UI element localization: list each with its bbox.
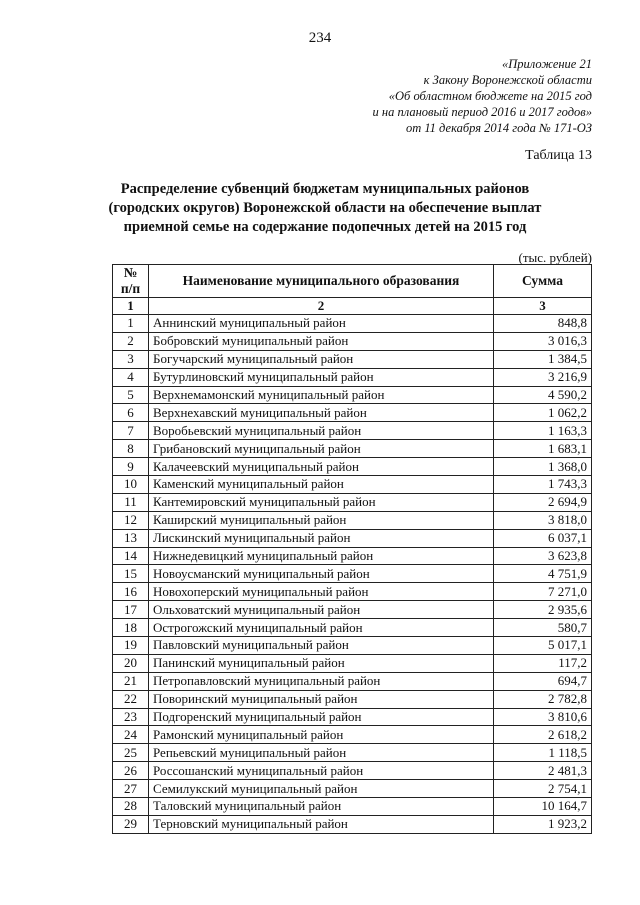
table-row xyxy=(113,637,592,655)
table-row xyxy=(113,690,592,708)
table-row xyxy=(113,404,592,422)
table-row xyxy=(113,654,592,672)
row-number: 12 xyxy=(113,511,149,529)
subvention-sum: 580,7 xyxy=(494,619,592,637)
subvention-sum: 4 590,2 xyxy=(494,386,592,404)
document-title xyxy=(80,180,570,237)
subvention-sum: 117,2 xyxy=(494,654,592,672)
district-name: Верхнехавский муниципальный район xyxy=(149,404,494,422)
district-name: Каширский муниципальный район xyxy=(149,511,494,529)
subvention-sum: 6 037,1 xyxy=(494,529,592,547)
row-number: 7 xyxy=(113,422,149,440)
subvention-sum: 3 216,9 xyxy=(494,368,592,386)
row-number: 29 xyxy=(113,815,149,833)
table-row xyxy=(113,672,592,690)
district-name: Нижнедевицкий муниципальный район xyxy=(149,547,494,565)
district-name: Поворинский муниципальный район xyxy=(149,690,494,708)
subvention-sum: 1 062,2 xyxy=(494,404,592,422)
district-name: Рамонский муниципальный район xyxy=(149,726,494,744)
subvention-sum: 3 818,0 xyxy=(494,511,592,529)
subvention-sum: 694,7 xyxy=(494,672,592,690)
table-row xyxy=(113,368,592,386)
table-row xyxy=(113,547,592,565)
table-header-row xyxy=(113,265,592,298)
appendix-line: «Об областном бюджете на 2015 год xyxy=(388,89,592,103)
row-number: 26 xyxy=(113,762,149,780)
row-number: 18 xyxy=(113,619,149,637)
row-number: 11 xyxy=(113,493,149,511)
district-name: Аннинский муниципальный район xyxy=(149,315,494,333)
appendix-line: к Закону Воронежской области xyxy=(423,73,592,87)
district-name: Петропавловский муниципальный район xyxy=(149,672,494,690)
subvention-sum: 2 754,1 xyxy=(494,780,592,798)
district-name: Богучарский муниципальный район xyxy=(149,350,494,368)
row-number: 4 xyxy=(113,368,149,386)
subvention-sum: 5 017,1 xyxy=(494,637,592,655)
subvention-sum: 10 164,7 xyxy=(494,798,592,816)
district-name: Новохоперский муниципальный район xyxy=(149,583,494,601)
district-name: Лискинский муниципальный район xyxy=(149,529,494,547)
subventions-table xyxy=(112,264,592,834)
row-number: 20 xyxy=(113,654,149,672)
row-number: 23 xyxy=(113,708,149,726)
table-row xyxy=(113,708,592,726)
row-number: 6 xyxy=(113,404,149,422)
subvention-sum: 3 016,3 xyxy=(494,332,592,350)
district-name: Подгоренский муниципальный район xyxy=(149,708,494,726)
district-name: Репьевский муниципальный район xyxy=(149,744,494,762)
column-number: 2 xyxy=(149,298,494,315)
row-number: 17 xyxy=(113,601,149,619)
subvention-sum: 1 683,1 xyxy=(494,440,592,458)
row-number: 22 xyxy=(113,690,149,708)
row-number: 28 xyxy=(113,798,149,816)
district-name: Острогожский муниципальный район xyxy=(149,619,494,637)
subvention-sum: 848,8 xyxy=(494,315,592,333)
units-note: (тыс. рублей) xyxy=(518,250,592,265)
subvention-sum: 1 118,5 xyxy=(494,744,592,762)
appendix-reference xyxy=(373,56,592,136)
subvention-sum: 1 923,2 xyxy=(494,815,592,833)
appendix-line: «Приложение 21 xyxy=(502,57,592,71)
table-row xyxy=(113,493,592,511)
table-row xyxy=(113,476,592,494)
appendix-line: от 11 декабря 2014 года № 171-ОЗ xyxy=(405,121,592,135)
appendix-line: и на плановый период 2016 и 2017 годов» xyxy=(372,105,592,119)
column-number: 1 xyxy=(113,298,149,315)
column-number-row xyxy=(113,298,592,315)
title-line: (городских округов) Воронежской области на обеспечение выплат xyxy=(108,200,542,216)
table-row xyxy=(113,458,592,476)
subvention-sum: 1 743,3 xyxy=(494,476,592,494)
row-number: 8 xyxy=(113,440,149,458)
district-name: Грибановский муниципальный район xyxy=(149,440,494,458)
table-row xyxy=(113,332,592,350)
district-name: Воробьевский муниципальный район xyxy=(149,422,494,440)
row-number: 14 xyxy=(113,547,149,565)
row-number: 24 xyxy=(113,726,149,744)
table-row xyxy=(113,511,592,529)
district-name: Ольховатский муниципальный район xyxy=(149,601,494,619)
subvention-sum: 1 368,0 xyxy=(494,458,592,476)
district-name: Бобровский муниципальный район xyxy=(149,332,494,350)
district-name: Верхнемамонский муниципальный район xyxy=(149,386,494,404)
subvention-sum: 3 810,6 xyxy=(494,708,592,726)
district-name: Каменский муниципальный район xyxy=(149,476,494,494)
table-row xyxy=(113,601,592,619)
district-name: Калачеевский муниципальный район xyxy=(149,458,494,476)
subvention-sum: 7 271,0 xyxy=(494,583,592,601)
header-sum: Сумма xyxy=(494,265,592,298)
district-name: Россошанский муниципальный район xyxy=(149,762,494,780)
table-row xyxy=(113,726,592,744)
row-number: 15 xyxy=(113,565,149,583)
subvention-sum: 2 694,9 xyxy=(494,493,592,511)
table-row xyxy=(113,780,592,798)
table-row xyxy=(113,583,592,601)
row-number: 27 xyxy=(113,780,149,798)
table-row xyxy=(113,798,592,816)
row-number: 2 xyxy=(113,332,149,350)
table-row xyxy=(113,440,592,458)
subvention-sum: 4 751,9 xyxy=(494,565,592,583)
table-row xyxy=(113,762,592,780)
row-number: 1 xyxy=(113,315,149,333)
table-row xyxy=(113,565,592,583)
title-line: Распределение субвенций бюджетам муниципальных районов xyxy=(120,181,530,197)
district-name: Новоусманский муниципальный район xyxy=(149,565,494,583)
column-number: 3 xyxy=(494,298,592,315)
subvention-sum: 1 384,5 xyxy=(494,350,592,368)
table-label: Таблица 13 xyxy=(525,148,592,163)
row-number: 5 xyxy=(113,386,149,404)
subvention-sum: 2 935,6 xyxy=(494,601,592,619)
header-number: № п/п xyxy=(113,265,149,298)
table-row xyxy=(113,619,592,637)
table-row xyxy=(113,315,592,333)
subvention-sum: 1 163,3 xyxy=(494,422,592,440)
table-row xyxy=(113,350,592,368)
title-line: приемной семье на содержание подопечных детей на 2015 год xyxy=(123,219,527,235)
subvention-sum: 3 623,8 xyxy=(494,547,592,565)
district-name: Таловский муниципальный район xyxy=(149,798,494,816)
table-row xyxy=(113,422,592,440)
row-number: 3 xyxy=(113,350,149,368)
row-number: 19 xyxy=(113,637,149,655)
row-number: 10 xyxy=(113,476,149,494)
district-name: Панинский муниципальный район xyxy=(149,654,494,672)
district-name: Павловский муниципальный район xyxy=(149,637,494,655)
header-name: Наименование муниципального образования xyxy=(149,265,494,298)
row-number: 16 xyxy=(113,583,149,601)
row-number: 25 xyxy=(113,744,149,762)
table-row xyxy=(113,386,592,404)
table-row xyxy=(113,744,592,762)
row-number: 13 xyxy=(113,529,149,547)
row-number: 9 xyxy=(113,458,149,476)
row-number: 21 xyxy=(113,672,149,690)
subvention-sum: 2 618,2 xyxy=(494,726,592,744)
subvention-sum: 2 782,8 xyxy=(494,690,592,708)
district-name: Кантемировский муниципальный район xyxy=(149,493,494,511)
district-name: Семилукский муниципальный район xyxy=(149,780,494,798)
subvention-sum: 2 481,3 xyxy=(494,762,592,780)
district-name: Терновский муниципальный район xyxy=(149,815,494,833)
district-name: Бутурлиновский муниципальный район xyxy=(149,368,494,386)
page-number: 234 xyxy=(308,30,332,46)
table-row xyxy=(113,815,592,833)
table-row xyxy=(113,529,592,547)
